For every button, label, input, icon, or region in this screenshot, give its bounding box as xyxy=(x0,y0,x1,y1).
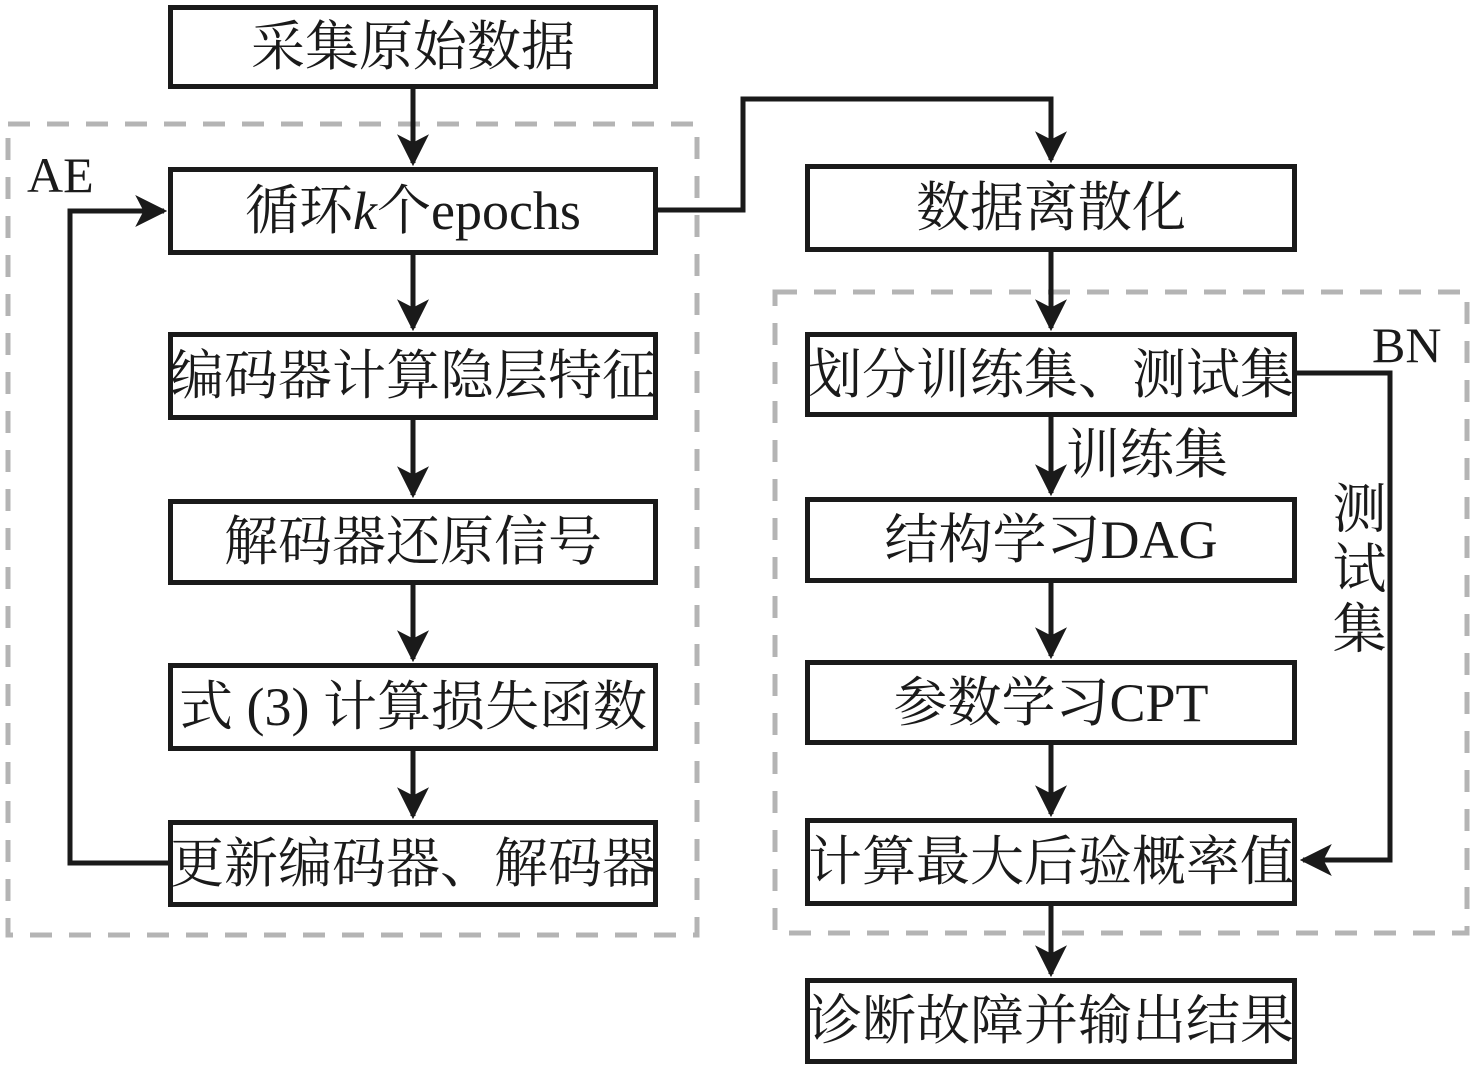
bn-group-label: BN xyxy=(1372,317,1442,373)
ae-group-label: AE xyxy=(27,147,94,203)
test-set-edge-label: 测试集 xyxy=(1325,480,1385,660)
node-data-discretization: 数据离散化 xyxy=(805,164,1297,252)
node-collect-raw-data: 采集原始数据 xyxy=(168,5,658,89)
node-loop-k-epochs xyxy=(168,167,658,255)
node-decoder-restore-signal: 解码器还原信号 xyxy=(168,499,658,585)
train-set-edge-label: 训练集 xyxy=(1066,425,1228,485)
node-update-encoder-decoder: 更新编码器、解码器 xyxy=(168,820,658,907)
node-split-train-test: 划分训练集、测试集 xyxy=(805,332,1297,417)
node-max-posterior: 计算最大后验概率值 xyxy=(805,818,1297,906)
loop-variable-k: k xyxy=(353,181,377,241)
node-encoder-hidden-features: 编码器计算隐层特征 xyxy=(168,332,658,420)
arrow-update-feedback-to-loop xyxy=(70,211,168,863)
node-parameter-learning-cpt: 参数学习CPT xyxy=(805,660,1297,745)
loop-text-suffix: 个epochs xyxy=(377,181,581,241)
node-loss-function: 式 (3) 计算损失函数 xyxy=(168,663,658,751)
node-structure-learning-dag: 结构学习DAG xyxy=(805,497,1297,583)
loop-text-prefix: 循环 xyxy=(245,181,354,241)
node-diagnose-output: 诊断故障并输出结果 xyxy=(805,978,1297,1064)
